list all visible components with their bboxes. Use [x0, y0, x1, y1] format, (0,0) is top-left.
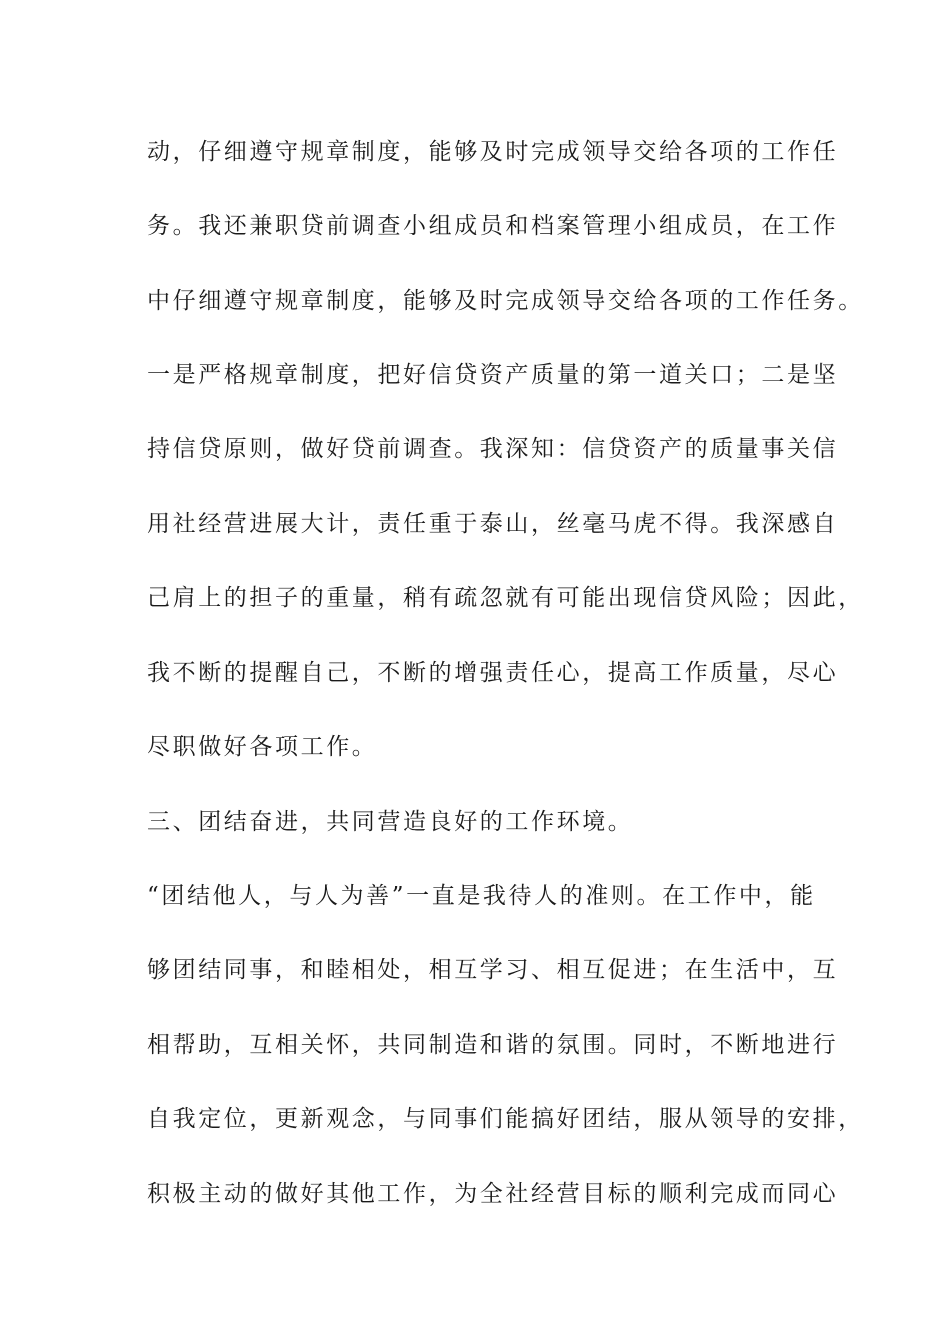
- text-line: 己肩上的担子的重量，稍有疏忽就有可能出现信贷风险；因此，: [147, 585, 864, 611]
- text-line: 相帮助，互相关怀，共同制造和谐的氛围。同时，不断地进行: [147, 1032, 839, 1058]
- text-line: 一是严格规章制度，把好信贷资产质量的第一道关口；二是坚: [147, 362, 839, 388]
- text-line: 积极主动的做好其他工作，为全社经营目标的顺利完成而同心: [147, 1181, 839, 1207]
- section-heading: 三、团结奋进，共同营造良好的工作环境。: [147, 809, 634, 835]
- text-line: 动，仔细遵守规章制度，能够及时完成领导交给各项的工作任: [147, 139, 839, 165]
- text-line: 用社经营进展大计，责任重于泰山，丝毫马虎不得。我深感自: [147, 511, 839, 537]
- text-line: 持信贷原则，做好贷前调查。我深知：信贷资产的质量事关信: [147, 436, 839, 462]
- text-line: 够团结同事，和睦相处，相互学习、相互促进；在生活中，互: [147, 957, 839, 983]
- text-line: 中仔细遵守规章制度，能够及时完成领导交给各项的工作任务。: [147, 288, 864, 314]
- text-line: 自我定位，更新观念，与同事们能搞好团结，服从领导的安排，: [147, 1106, 864, 1132]
- text-line: 我不断的提醒自己，不断的增强责任心，提高工作质量，尽心: [147, 660, 839, 686]
- text-line: 尽职做好各项工作。: [147, 734, 378, 760]
- text-line: 务。我还兼职贷前调查小组成员和档案管理小组成员，在工作: [147, 213, 839, 239]
- text-line: “团结他人，与人为善”一直是我待人的准则。在工作中，能: [147, 883, 816, 909]
